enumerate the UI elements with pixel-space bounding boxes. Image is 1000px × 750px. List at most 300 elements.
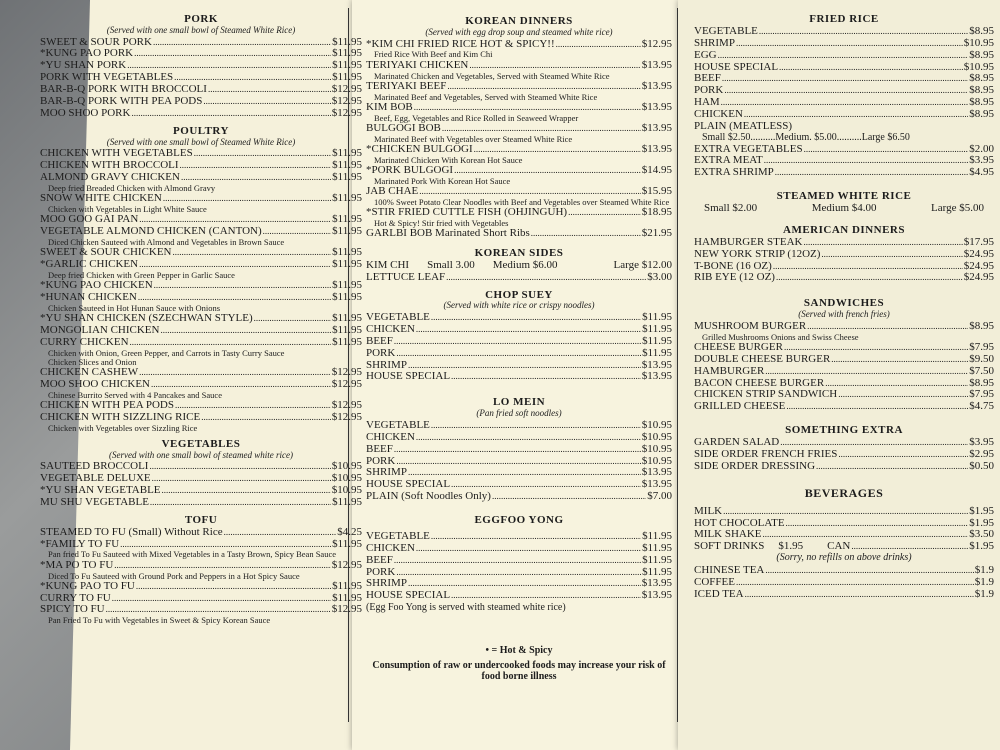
item-name: PORK [366,565,396,578]
item-price: $11.95 [332,35,362,48]
leader-dots [723,506,968,518]
item-name: *GARLIC CHICKEN [40,257,139,270]
item-price: $11.95 [332,59,362,72]
item-name: CHICKEN [366,541,415,554]
item-price: $10.95 [641,418,672,431]
item-name: MOO SHOO CHICKEN [40,377,151,390]
menu-item [694,565,994,577]
item-price: $8.95 [969,72,994,85]
menu-item [366,102,672,114]
menu-item [694,62,994,74]
leader-dots [153,37,331,49]
plain-rice-sizes: Small $2.50..........Medium. $5.00..........Large $6.50 [702,131,910,143]
leader-dots [776,272,963,284]
menu-item [694,272,994,284]
menu-item [366,165,672,177]
item-description: Fried Rice With Beef and Kim Chi [374,49,493,60]
item-name: HAMBURGER STEAK [694,235,803,248]
item-name: VEGETABLE [366,529,430,542]
item-name: GARDEN SALAD [694,436,780,449]
item-price: $11.95 [332,311,362,324]
item-price: $13.95 [641,142,672,155]
item-price: $12.95 [331,94,362,107]
item-price: $11.95 [332,591,362,604]
item-description: Marinated Pork With Korean Hot Sauce [374,175,511,186]
leader-dots [451,590,641,602]
item-price: $10.95 [331,484,362,497]
item-price: $11.95 [332,323,362,336]
item-price: $13.95 [641,100,672,113]
menu-item [694,38,994,50]
leader-dots [201,412,331,424]
item-price: $10.95 [641,430,672,443]
leader-dots [807,321,968,333]
item-price: $13.95 [641,79,672,92]
item-name: TERIYAKI BEEF [366,79,447,92]
item-name: ICED TEA [694,587,744,600]
size-small: Small 3.00 [427,258,475,271]
item-name: SIDE ORDER FRENCH FRIES [694,447,838,460]
leader-dots [446,272,646,284]
menu-item [694,577,994,589]
item-name: CHICKEN CASHEW [40,365,139,378]
item-price: $11.95 [642,334,672,347]
item-price: $8.95 [969,24,994,37]
item-name: PORK [694,84,724,97]
leader-dots [773,261,963,273]
leader-dots [454,165,641,177]
item-price: $17.95 [963,235,994,248]
item-name: BEEF [694,72,721,85]
eggfoo-footnote: (Egg Foo Yong is served with steamed white rice) [366,602,566,614]
item-price: $8.95 [969,84,994,97]
item-price: $1.95 [969,504,994,517]
item-name: CURRY CHICKEN [40,335,129,348]
leader-dots [203,96,330,108]
section-note: (Served with egg drop soup and steamed white rice) [425,26,613,37]
item-price: $4.75 [969,400,994,413]
item-price: $10.95 [331,460,362,473]
leader-dots [779,62,963,74]
item-price: $9.50 [969,352,994,365]
item-price: $2.00 [969,142,994,155]
item-price: $13.95 [641,466,672,479]
item-price: $12.95 [331,83,362,96]
item-name: TERIYAKI CHICKEN [366,58,469,71]
leader-dots [816,461,968,473]
item-description: Pan fried To Fu Sauteed with Mixed Vegetables in a Tasty Brown, Spicy Bean Sauce [48,549,336,560]
item-name: *YU SHAN CHICKEN (SZECHWAN STYLE) [40,311,253,324]
item-price: $12.95 [331,377,362,390]
leader-dots [194,148,331,160]
menu-item [366,228,672,240]
item-price: $14.95 [641,163,672,176]
item-name: *FAMILY TO FU [40,537,120,550]
leader-dots [821,249,962,261]
item-price: $1.9 [974,575,994,588]
leader-dots [416,324,641,336]
item-price: $7.95 [969,388,994,401]
item-price: $3.50 [969,528,994,541]
section-title: PORK [184,13,218,25]
leader-dots [139,367,331,379]
item-name: CHICKEN WITH VEGETABLES [40,147,193,160]
item-name: MILK SHAKE [694,528,762,541]
item-price: $10.95 [963,36,994,49]
item-price: $13.95 [641,577,672,590]
item-name: JAB CHAE [366,184,419,197]
menu-column-3 [694,14,994,601]
item-price: $1.9 [974,587,994,600]
leader-dots [112,593,331,605]
leader-dots [134,48,331,60]
section-title: SOMETHING EXTRA [785,424,903,437]
item-description: Marinated Beef with Vegetables over Steamed White Rice [374,133,573,144]
item-price: $11.95 [642,346,672,359]
menu-item [366,567,672,579]
item-price: $13.95 [641,58,672,71]
section-title: STEAMED WHITE RICE [776,190,912,203]
item-price: $18.95 [641,205,672,218]
section-steamed-rice [694,191,994,215]
hot-spicy-legend: • = Hot & Spicy [485,645,553,656]
menu-item [694,237,994,249]
menu-item [694,26,994,38]
menu-item [40,581,362,593]
leader-dots [394,555,641,567]
item-price: $24.95 [963,271,994,284]
item-price: $8.95 [969,96,994,109]
item-price: $11.95 [332,192,362,205]
item-name: SWEET & SOUR CHICKEN [40,246,172,259]
item-price: $1.95 [778,540,804,553]
menu-item [366,336,672,348]
item-description: Chicken with Vegetables in Light White Sauce [48,203,207,214]
leader-dots [149,461,330,473]
item-description: Hot & Spicy! Stir fried with Vegetables [374,217,509,228]
item-description: Grilled Mushrooms Onions and Swiss Cheese [702,331,859,342]
menu-item [40,108,362,120]
leader-dots [736,577,974,589]
item-name: SOFT DRINKS [694,540,765,553]
item-name: *STIR FRIED CUTTLE FISH (OHJINGUH) [366,205,568,218]
leader-dots [152,473,331,485]
menu-item [40,400,362,412]
item-name: HAM [694,96,720,109]
item-name: *PORK BULGOGI [366,163,454,176]
item-description: Chicken Sauteed in Hot Hunan Sauce with Onions [48,302,221,313]
leader-dots [394,336,641,348]
leader-dots [130,337,332,349]
can-label: CAN [827,540,851,553]
section-note: (Served with one small bowl of Steamed White Rice) [106,136,296,147]
item-price: $10.95 [963,60,994,73]
leader-dots [804,144,969,156]
item-name: EXTRA MEAT [694,154,763,167]
item-price: $11.95 [642,322,672,335]
item-name: VEGETABLE [694,24,758,37]
item-name: CHICKEN WITH BROCCOLI [40,159,179,172]
leader-dots [722,73,968,85]
item-price: $8.95 [969,376,994,389]
item-price: $10.95 [641,454,672,467]
item-price: $7.95 [969,340,994,353]
item-name: CHICKEN [694,108,743,120]
item-price: $11.95 [642,529,672,542]
item-name: STEAMED TO FU (Small) Without Rice [40,525,223,538]
item-price: $11.95 [332,171,362,184]
item-description: Chicken with Vegetables over Sizzling Rice [48,422,198,433]
leader-dots [721,97,969,109]
leader-dots [431,420,641,432]
item-name: EGG [694,48,717,61]
menu-item [40,337,362,349]
leader-dots [442,123,641,135]
menu-item [694,506,994,518]
leader-dots [838,389,968,401]
item-price: $4.25 [337,525,362,538]
item-name: COFFEE [694,575,735,588]
leader-dots [831,354,968,366]
item-price: $13.95 [641,121,672,134]
item-price: $11.95 [642,553,672,566]
item-name: SWEET & SOUR PORK [40,35,152,48]
item-name: PORK WITH VEGETABLES [40,71,174,84]
item-price: $10.95 [641,442,672,455]
leader-dots [175,400,331,412]
item-price: $21.95 [641,227,672,240]
leader-dots [180,160,332,172]
leader-dots [396,456,640,468]
item-price: $12.95 [641,37,672,50]
menu-item [366,444,672,456]
item-price: $2.95 [969,447,994,460]
item-name: VEGETABLE [366,418,430,431]
section-note: (Served with french fries) [798,309,890,320]
rice-sizes [694,203,994,215]
item-price: $3.95 [969,436,994,449]
item-price: $13.95 [641,370,672,383]
section-title: FRIED RICE [809,13,879,25]
leader-dots [786,518,969,530]
item-name: PORK [366,454,396,467]
item-name: LETTUCE LEAF [366,270,446,283]
menu-item [366,543,672,555]
leader-dots [254,313,331,325]
item-name: VEGETABLE [366,311,430,324]
menu-item [366,123,672,135]
item-description: Diced Chicken Sauteed with Almond and Vegetables in Brown Sauce [48,236,285,247]
section-title: AMERICAN DINNERS [783,223,905,236]
item-price: $11.95 [332,213,362,226]
item-price: $11.95 [332,71,362,84]
menu-item [694,461,994,473]
menu-item [694,589,994,601]
section-title: TOFU [184,513,218,526]
item-name: *KIM CHI FRIED RICE HOT & SPICY!! [366,37,555,50]
item-name: EXTRA SHRIMP [694,166,774,179]
item-price: $8.95 [969,108,994,120]
item-price: $8.95 [969,48,994,61]
item-price: $24.95 [963,247,994,260]
menu-item [366,590,672,602]
leader-dots [394,444,641,456]
item-name: *MA PO TO FU [40,558,114,571]
leader-dots [136,581,331,593]
item-price: $11.95 [642,311,672,324]
item-description: Deep fried Chicken with Green Pepper in Garlic Sauce [48,269,235,280]
item-description: Marinated Chicken With Korean Hot Sauce [374,154,523,165]
section-note: (Served with one small bowl of steamed white rice) [109,449,293,460]
fold-line-right [677,8,678,722]
item-description: Diced To Fu Sauteed with Ground Pork and Peppers in a Hot Spicy Sauce [48,570,300,581]
section-title: SANDWICHES [803,297,885,310]
leader-dots [745,589,974,601]
section-beverages [694,487,994,601]
menu-item [694,167,994,179]
section-korean-sides [366,248,672,284]
leader-dots [160,325,331,337]
item-price: $4.95 [969,166,994,179]
item-price: $7.00 [647,490,672,503]
item-name: SAUTEED BROCCOLI [40,460,149,473]
item-name: EXTRA VEGETABLES [694,142,803,155]
menu-item [694,366,994,378]
item-name: *HUNAN CHICKEN [40,290,137,303]
section-title: CHOP SUEY [485,288,553,301]
menu-item [694,50,994,62]
leader-dots [138,292,331,304]
leader-dots [775,167,968,179]
item-name: *KUNG PAO TO FU [40,579,135,592]
item-name: RIB EYE (12 OZ) [694,271,775,284]
item-price: $11.95 [332,257,362,270]
item-name: PLAIN (Soft Noodles Only) [366,490,491,503]
item-name: CHICKEN STRIP SANDWICH [694,388,838,401]
leader-dots [531,228,641,240]
item-name: HAMBURGER [694,364,765,377]
size-medium: Medium $6.00 [492,258,558,271]
no-refills-note: (Sorry, no refills on above drinks) [776,552,912,564]
menu-footer [366,646,672,682]
item-price: $0.50 [969,459,994,472]
leader-dots [431,312,641,324]
item-name: MU SHU VEGETABLE [40,495,149,508]
item-name: BACON CHEESE BURGER [694,376,825,389]
leader-dots [447,81,640,93]
size-medium: Medium $4.00 [811,202,877,215]
item-price: $11.95 [332,47,362,60]
section-tofu [40,515,362,626]
item-name: VEGETABLE DELUXE [40,472,151,485]
menu-item [40,325,362,337]
item-price: $1.95 [969,540,994,553]
section-fried-rice [694,14,994,179]
item-price: $12.95 [331,398,362,411]
item-name: BULGOGI BOB [366,121,441,134]
section-sandwiches [694,298,994,413]
section-lo-mein [366,397,672,503]
leader-dots [154,280,331,292]
leader-dots [474,144,641,156]
section-american-dinners [694,225,994,284]
item-description: Marinated Beef and Vegetables, Served with Steamed White Rice [374,91,598,102]
item-name: MOO SHOO PORK [40,106,131,119]
item-price: $15.95 [641,184,672,197]
item-name: CHICKEN WITH PEA PODS [40,398,174,411]
menu-item [694,85,994,97]
menu-item [694,121,994,133]
menu-item [40,560,362,572]
menu-item [366,371,672,383]
section-note: (Served with one small bowl of Steamed White Rice) [106,24,296,35]
item-name: MONGOLIAN CHICKEN [40,323,160,336]
leader-dots [114,560,330,572]
leader-dots [724,85,968,97]
item-name: BAR-B-Q PORK WITH BROCCOLI [40,83,207,96]
item-price: $24.95 [963,259,994,272]
leader-dots [718,50,969,62]
item-name: *YU SHAN VEGETABLE [40,484,161,497]
menu-item [366,324,672,336]
item-name: CHICKEN [366,430,415,443]
item-name: GARLBI BOB Marinated Short Ribs [366,227,530,240]
item-price: $11.95 [332,290,362,303]
item-name: NEW YORK STRIP (12OZ) [694,247,821,260]
leader-dots [131,108,330,120]
leader-dots [151,379,331,391]
item-name: HOT CHOCOLATE [694,516,785,529]
item-name: *KUNG PAO CHICKEN [40,279,153,291]
size-large: Large $5.00 [931,202,984,215]
section-title: EGGFOO YONG [474,514,564,527]
item-price: $11.95 [332,279,362,291]
menu-item [40,292,362,304]
item-name: BEEF [366,553,393,566]
item-price: $10.95 [331,472,362,485]
item-name: PLAIN (MEATLESS) [694,119,793,132]
item-name: HOUSE SPECIAL [694,60,779,73]
item-name: ALMOND GRAVY CHICKEN [40,171,180,184]
item-name: *YU SHAN PORK [40,59,127,72]
item-name: CHEESE BURGER [694,340,783,353]
item-price: $11.95 [332,335,362,348]
item-name: T-BONE (16 OZ) [694,259,772,272]
menu-item [40,412,362,424]
item-price: $3.00 [647,270,672,283]
leader-dots [764,155,969,167]
item-price: $11.95 [642,541,672,554]
leader-dots [396,348,641,360]
leader-dots [173,247,332,259]
item-price: $11.95 [332,537,362,550]
section-eggfoo-yong [366,515,672,614]
item-price: $12.95 [331,410,362,423]
item-name: CHICKEN [366,322,415,335]
menu-item [366,260,672,272]
item-name: MILK [694,504,723,517]
leader-dots [208,84,331,96]
leader-dots [431,531,641,543]
item-description: Marinated Chicken and Vegetables, Served with Steamed White Rice [374,70,610,81]
menu-item [366,272,672,284]
item-price: $8.95 [969,319,994,332]
item-price: $13.95 [641,478,672,491]
item-name: SHRIMP [366,466,407,479]
item-price: $11.95 [332,147,362,160]
leader-dots [803,237,962,249]
item-name: SHRIMP [366,358,407,371]
